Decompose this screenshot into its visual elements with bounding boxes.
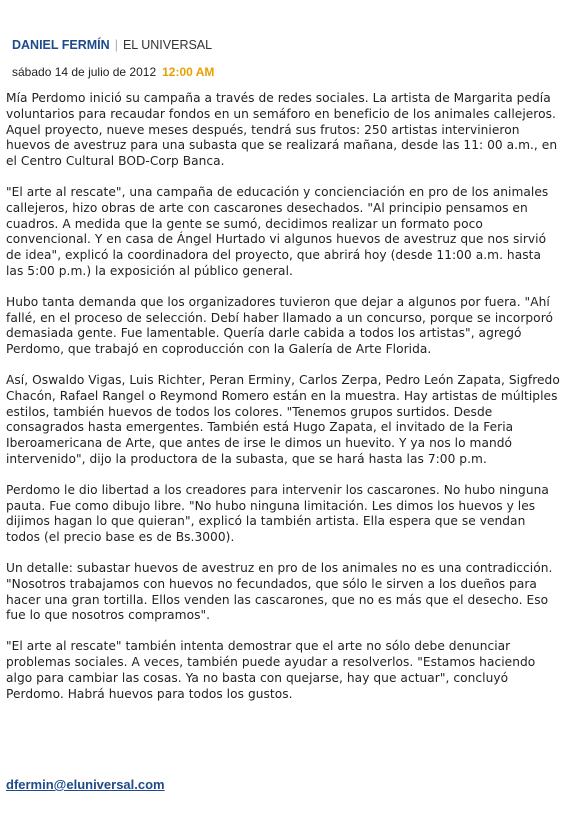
dateline (12, 65, 214, 79)
article-paragraph: Mía Perdomo inició su campaña a través de redes sociales. La artista de Margarita pedía voluntarios para recaudar fondos en un semáforo en beneficio de los animales callejeros. Aquel proyecto, nueve meses después, tendrá sus frutos: 250 artistas intervinieron huevos de avestruz para una subasta que se realizará mañana, desde las 11: 00 a.m., en el Centro Cultural BOD-Corp Banca. (6, 91, 558, 169)
publish-time: 12:00 AM (162, 65, 215, 79)
article-paragraph: Perdomo le dio libertad a los creadores para intervenir los cascarones. No hubo ninguna pauta. Fue como dibujo libre. "No hubo ninguna limitación. Les dimos los huevos y les dijimos hagan lo que quieran", explicó la también artista. Ella espera que se vendan todos (el precio base es de Bs.3000). (6, 482, 549, 545)
author-email-link[interactable]: dfermin@eluniversal.com (6, 777, 165, 792)
byline (12, 38, 212, 52)
author-name[interactable]: DANIEL FERMÍN (12, 38, 110, 52)
article-paragraph: Así, Oswaldo Vigas, Luis Richter, Peran Erminy, Carlos Zerpa, Pedro León Zapata, Sigfredo Chacón, Rafael Rangel o Reymond Romero están en la muestra. Hay artistas de múltiples estilos, también huevos de todos los colores. "Tenemos grupos surtidos. Desde consagrados hasta emergentes. También está Hugo Zapata, el invitado de la Feria Iberoamericana de Arte, que antes de irse le dimos un huevito. Y ya nos lo mandó intervenido", dijo la productora de la subasta, que se hará hasta las 7:00 p.m. (6, 372, 560, 466)
article-paragraph: "El arte al rescate", una campaña de educación y concienciación en pro de los animales callejeros, hizo obras de arte con cascarones desechados. "Al principio pensamos en cuadros. A medida que la gente se sumó, decidimos realizar un formato poco convencional. Y en casa de Ángel Hurtado vi algunos huevos de avestruz que nos sirvió de idea", explicó la coordinadora del proyecto, que abrirá hoy (desde 11:00 a.m. hasta las 5:00 p.m.) la exposición al público general. (6, 184, 549, 278)
article-paragraph: "El arte al rescate" también intenta demostrar que el arte no sólo debe denunciar problemas sociales. A veces, también puede ayudar a resolverlos. "Estamos haciendo algo para cambiar las cosas. Ya no basta con quejarse, hay que actuar", concluyó Perdomo. Habrá huevos para todos los gustos. (6, 639, 536, 701)
article-body (6, 91, 562, 717)
publish-date: sábado 14 de julio de 2012 (12, 65, 157, 79)
outlet-name: EL UNIVERSAL (122, 38, 213, 52)
article-paragraph: Hubo tanta demanda que los organizadores tuvieron que dejar a algunos por fuera. "Ahí fallé, en el proceso de selección. Debí haber llamado a un concurso, porque se incorporó demasiada gente. Fue lamentable. Quería darle cabida a todos los artistas", agregó Perdomo, que trabajó en coproducción con la Galería de Arte Florida. (6, 294, 553, 357)
article-paragraph: Un detalle: subastar huevos de avestruz en pro de los animales no es una contradicción. "Nosotros trabajamos con huevos no fecundados, que sólo le sirven a los dueños para hacer una gran tortilla. Ellos venden las cascarones, que no es más que el desecho. Eso fue lo que nosotros compramos". (6, 560, 553, 623)
byline-separator: | (114, 38, 118, 52)
